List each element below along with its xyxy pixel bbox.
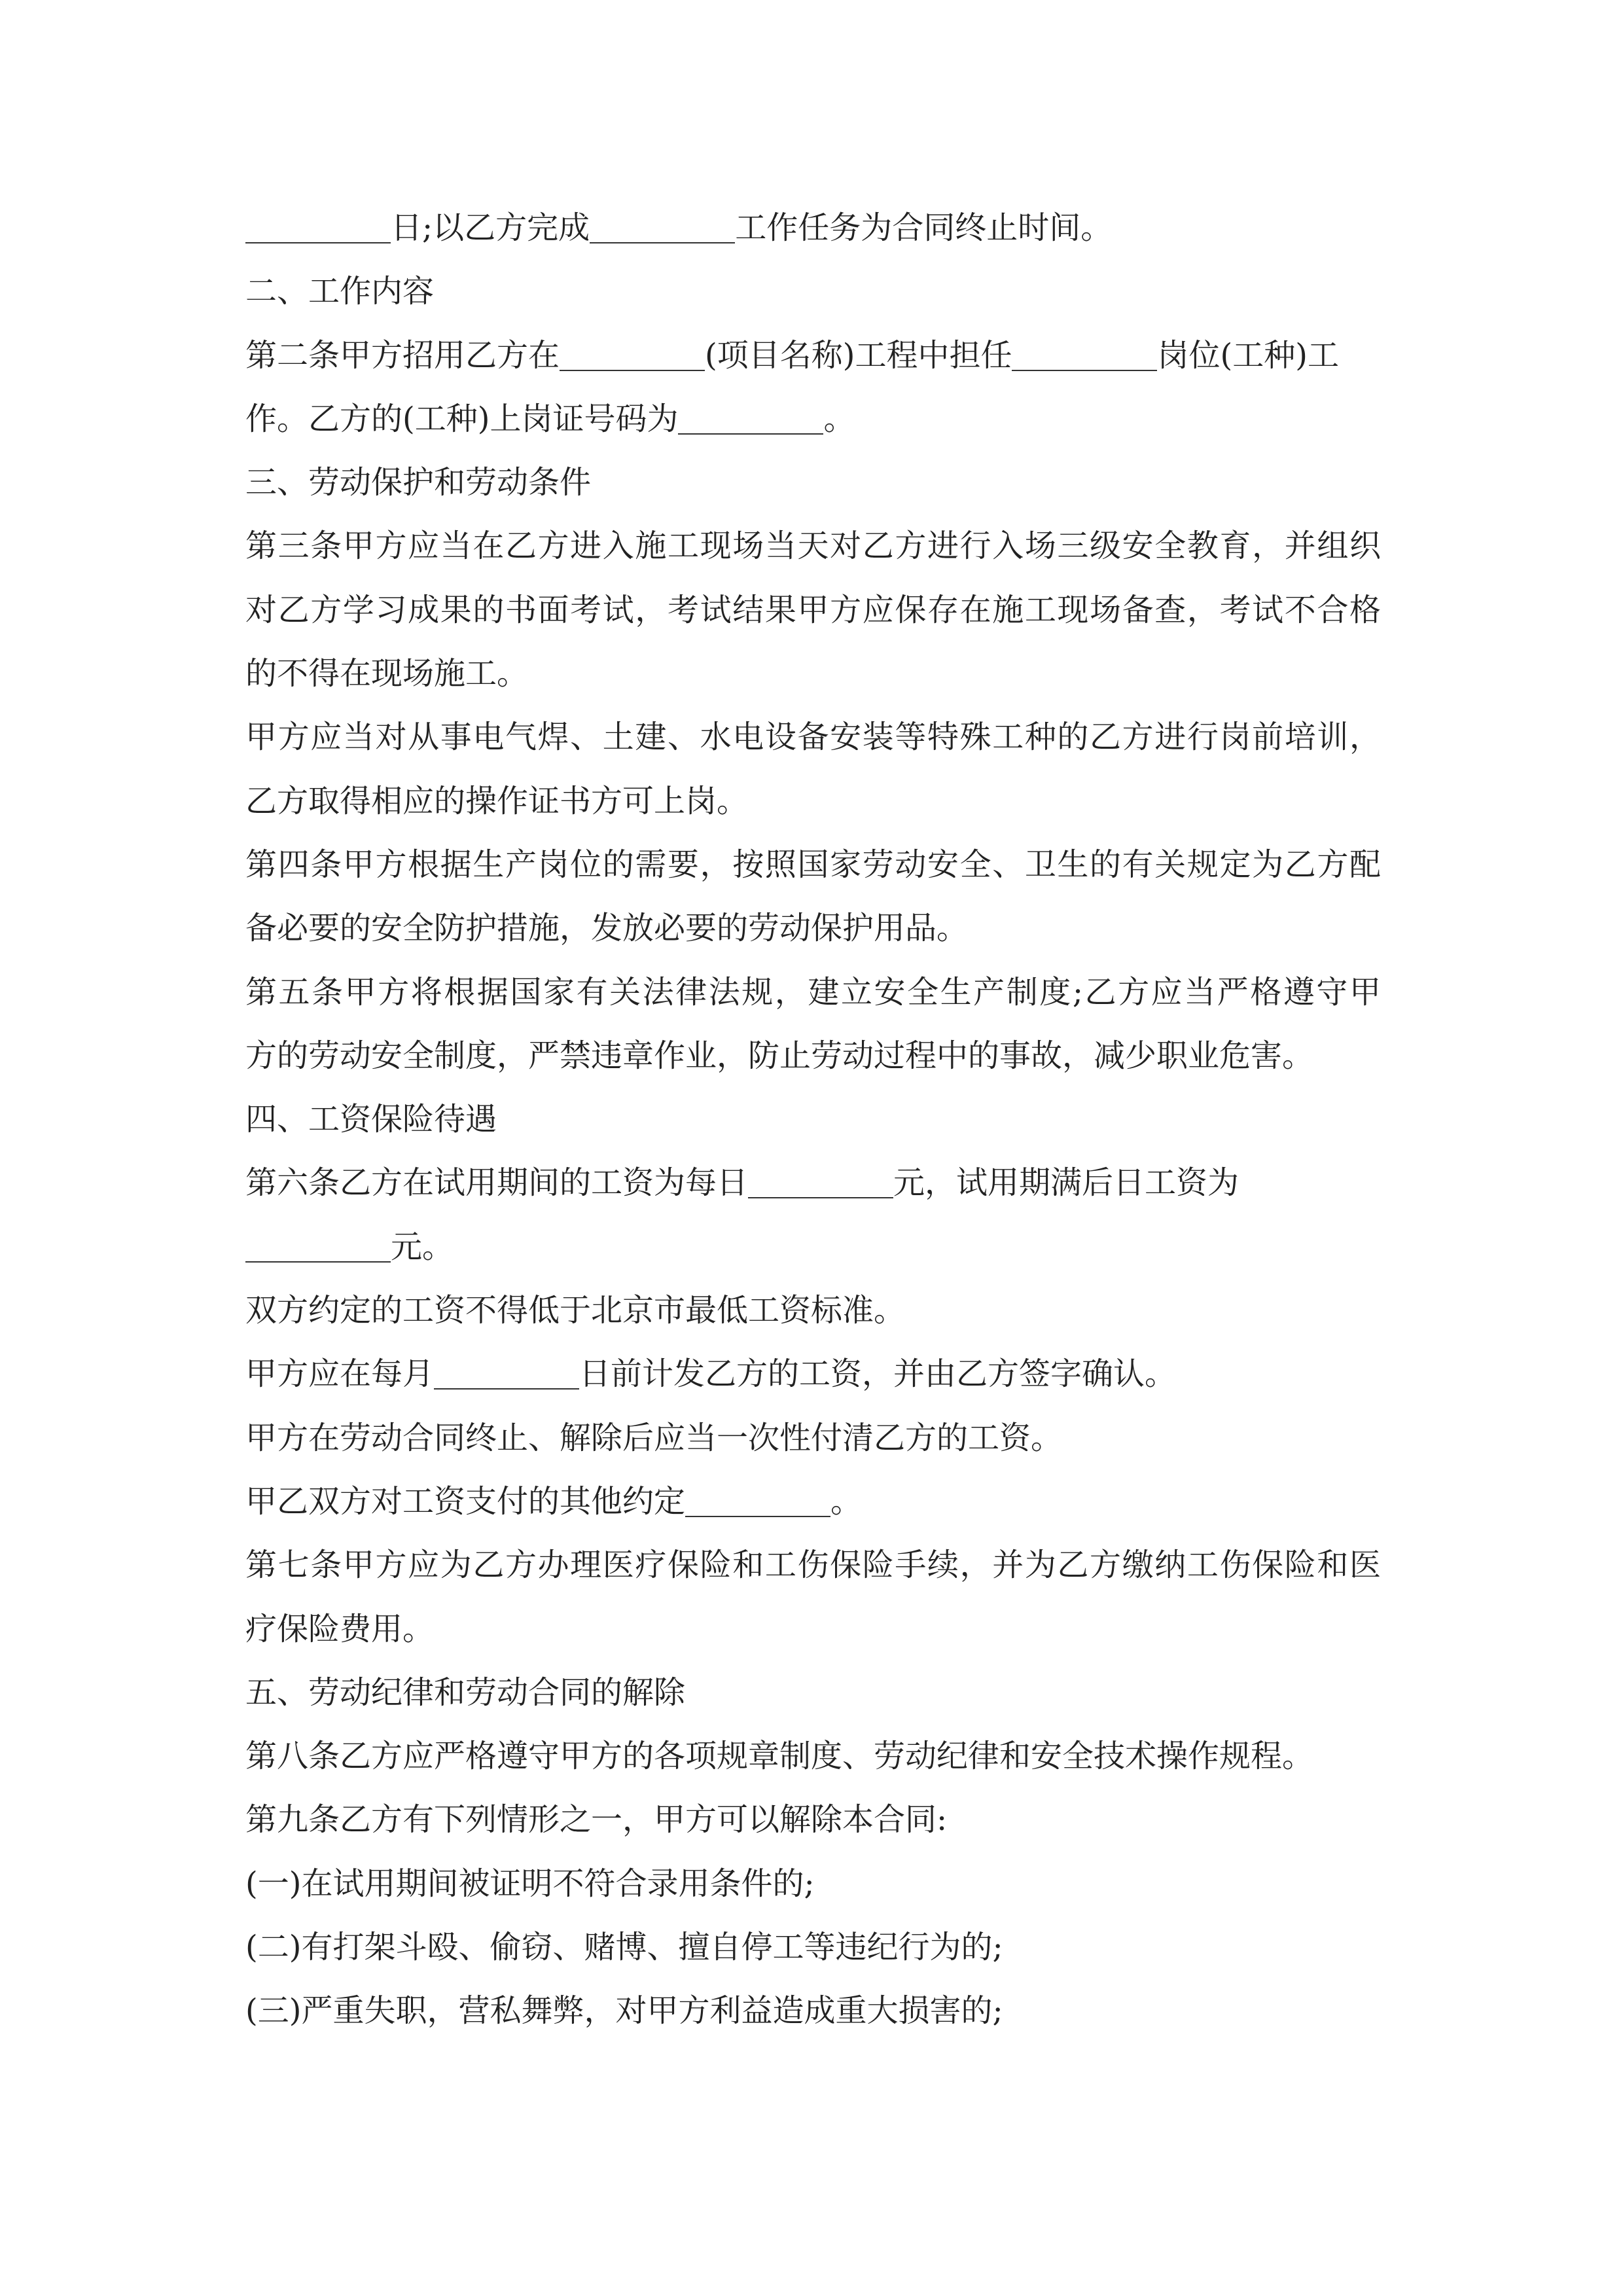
text-line — [245, 1342, 1381, 1406]
text-line — [245, 324, 1381, 387]
fill-blank[interactable] — [560, 369, 705, 371]
text-segment: 元，试用期满后日工资为 — [893, 1164, 1240, 1202]
fill-blank[interactable] — [245, 1261, 391, 1263]
fill-blank[interactable] — [748, 1196, 893, 1198]
fill-blank[interactable] — [590, 242, 735, 243]
text-segment: 第二条甲方招用乙方在 — [245, 336, 560, 374]
text-segment: 。 — [823, 400, 855, 437]
list-item: (二)有打架斗殴、偷窃、赌博、擅自停工等违纪行为的; — [245, 1929, 1003, 1966]
text-segment: 甲方应在每月 — [245, 1355, 435, 1393]
fill-blank[interactable] — [1012, 369, 1157, 371]
paragraph-line: 备必要的安全防护措施，发放必要的劳动保护用品。 — [245, 910, 969, 947]
paragraph-line: 的不得在现场施工。 — [245, 655, 529, 692]
text-segment: 甲乙双方对工资支付的其他约定 — [245, 1482, 686, 1520]
text-segment: 元。 — [391, 1228, 454, 1265]
text-segment: 第六条乙方在试用期间的工资为每日 — [245, 1164, 749, 1202]
paragraph-line: 对乙方学习成果的书面考试，考试结果甲方应保存在施工现场备查，考试不合格 — [245, 591, 1381, 628]
text-line — [245, 1215, 1381, 1279]
section-heading: 四、工资保险待遇 — [245, 1101, 497, 1138]
fill-blank[interactable] — [685, 1515, 830, 1517]
section-heading: 五、劳动纪律和劳动合同的解除 — [245, 1674, 686, 1711]
paragraph-line: 第九条乙方有下列情形之一，甲方可以解除本合同: — [245, 1801, 948, 1839]
paragraph-line: 双方约定的工资不得低于北京市最低工资标准。 — [245, 1292, 906, 1329]
paragraph-line: 第七条甲方应为乙方办理医疗保险和工伤保险手续，并为乙方缴纳工伤保险和医 — [245, 1547, 1381, 1584]
text-line — [245, 1470, 1381, 1534]
text-segment: 。 — [830, 1482, 863, 1520]
paragraph-line: 方的劳动安全制度，严禁违章作业，防止劳动过程中的事故，减少职业危害。 — [245, 1037, 1314, 1074]
fill-blank[interactable] — [434, 1388, 579, 1390]
text-segment: 岗位(工种)工 — [1157, 336, 1339, 374]
text-line — [245, 196, 1381, 260]
text-segment: 日前计发乙方的工资，并由乙方签字确认。 — [579, 1355, 1177, 1393]
text-segment: 日;以乙方完成 — [391, 209, 590, 246]
paragraph-line: 第三条甲方应当在乙方进入施工现场当天对乙方进行入场三级安全教育，并组织 — [245, 528, 1381, 565]
paragraph-line: 甲方应当对从事电气焊、土建、水电设备安装等特殊工种的乙方进行岗前培训， — [245, 719, 1381, 756]
text-line — [245, 1151, 1381, 1215]
paragraph-line: 疗保险费用。 — [245, 1610, 435, 1647]
fill-blank[interactable] — [245, 242, 391, 243]
paragraph-line: 第五条甲方将根据国家有关法律法规，建立安全生产制度;乙方应当严格遵守甲 — [245, 973, 1381, 1011]
paragraph-line: 第八条乙方应严格遵守甲方的各项规章制度、劳动纪律和安全技术操作规程。 — [245, 1738, 1314, 1775]
paragraph-line: 第四条甲方根据生产岗位的需要，按照国家劳动安全、卫生的有关规定为乙方配 — [245, 846, 1381, 883]
paragraph-line: 甲方在劳动合同终止、解除后应当一次性付清乙方的工资。 — [245, 1419, 1063, 1456]
contract-body — [245, 196, 1381, 2043]
section-heading: 二、工作内容 — [245, 273, 435, 310]
paragraph-line: 乙方取得相应的操作证书方可上岗。 — [245, 782, 749, 819]
list-item: (一)在试用期间被证明不符合录用条件的; — [245, 1865, 815, 1902]
list-item: (三)严重失职，营私舞弊，对甲方利益造成重大损害的; — [245, 1992, 1003, 2030]
text-line — [245, 387, 1381, 451]
text-segment: 工作任务为合同终止时间。 — [735, 209, 1113, 246]
section-heading: 三、劳动保护和劳动条件 — [245, 464, 592, 501]
text-segment: (项目名称)工程中担任 — [705, 336, 1012, 374]
text-segment: 作。乙方的(工种)上岗证号码为 — [245, 400, 679, 437]
fill-blank[interactable] — [678, 433, 823, 435]
